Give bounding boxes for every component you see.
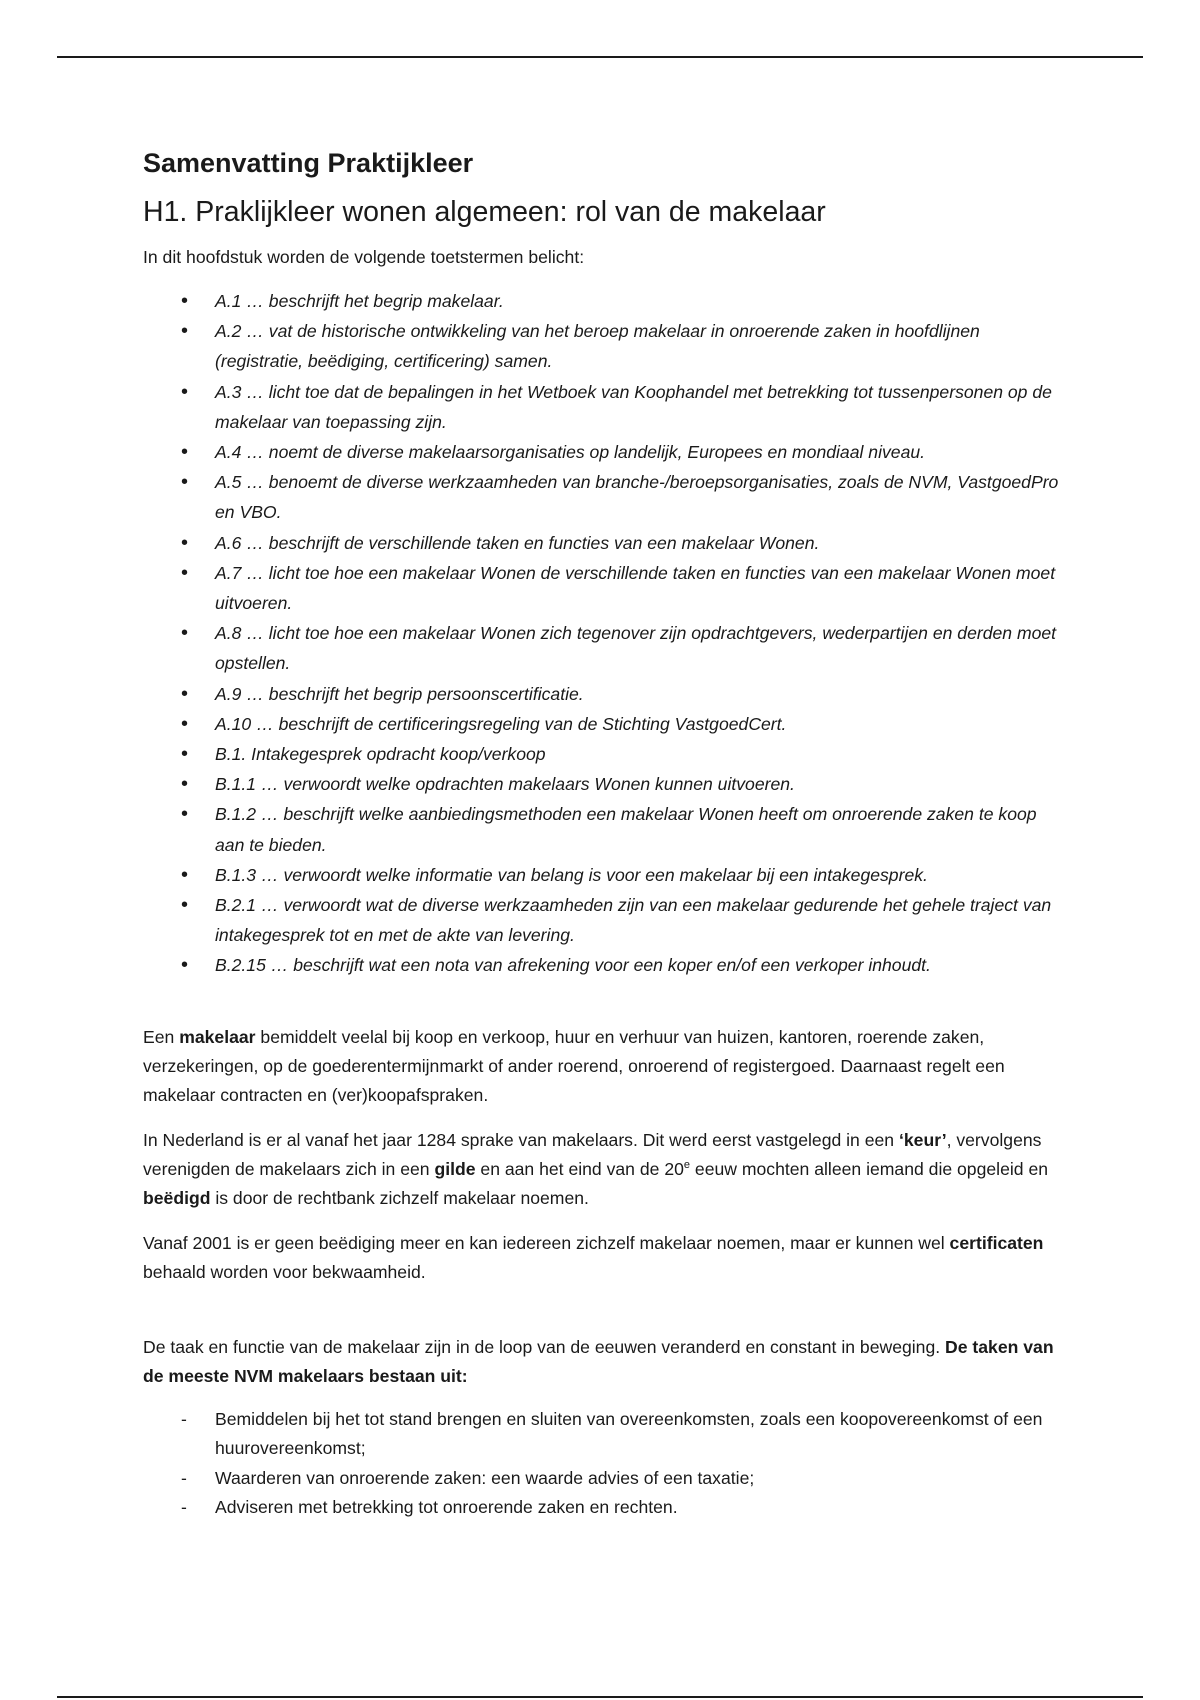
text-run: Vanaf 2001 is er geen beëdiging meer en kan iedereen zichzelf makelaar noemen, maar er kunnen wel (143, 1232, 950, 1253)
exam-terms-list (143, 286, 1063, 981)
list-item: • B.1.1 … verwoordt welke opdrachten makelaars Wonen kunnen uitvoeren. (143, 769, 1063, 799)
bold-term: ‘keur’ (898, 1129, 947, 1150)
text-run: De taak en functie van de makelaar zijn in de loop van de eeuwen veranderd en constant in beweging. (143, 1336, 946, 1357)
text-run: Een (143, 1026, 180, 1047)
list-item: • B.1.3 … verwoordt welke informatie van belang is voor een makelaar bij een intakegesprek. (143, 860, 1063, 890)
list-item: • B.2.15 … beschrijft wat een nota van afrekening voor een koper en/of een verkoper inhoudt. (143, 950, 1063, 980)
list-item: • A.3 … licht toe dat de bepalingen in het Wetboek van Koophandel met betrekking tot tussenpersonen op de makelaar van toepassing zijn. (143, 377, 1063, 437)
text-run: behaald worden voor bekwaamheid. (143, 1261, 426, 1282)
list-item: • A.10 … beschrijft de certificeringsregeling van de Stichting VastgoedCert. (143, 709, 1063, 739)
footer-rule (57, 1696, 1143, 1698)
list-item: • B.1. Intakegesprek opdracht koop/verkoop (143, 739, 1063, 769)
bold-term: certificaten (949, 1232, 1044, 1253)
list-item: • A.5 … benoemt de diverse werkzaamheden van branche-/beroepsorganisaties, zoals de NVM, VastgoedPro en VBO. (143, 467, 1063, 527)
list-item: • A.8 … licht toe hoe een makelaar Wonen zich tegenover zijn opdrachtgevers, wederpartijen en derden moet opstellen. (143, 618, 1063, 678)
list-item: • A.7 … licht toe hoe een makelaar Wonen de verschillende taken en functies van een makelaar Wonen moet uitvoeren. (143, 558, 1063, 618)
list-item: • B.1.2 … beschrijft welke aanbiedingsmethoden een makelaar Wonen heeft om onroerende zaken te koop aan te bieden. (143, 799, 1063, 859)
list-item: - Waarderen van onroerende zaken: een waarde advies of een taxatie; (143, 1464, 1063, 1494)
document-title: Samenvatting Praktijkleer (143, 148, 474, 178)
list-item: • A.2 … vat de historische ontwikkeling van het beroep makelaar in onroerende zaken in hoofdlijnen (registratie, beëdiging, certificering) samen. (143, 316, 1063, 376)
list-item: - Bemiddelen bij het tot stand brengen en sluiten van overeenkomsten, zoals een koopovereenkomst of een huurovereenkomst; (143, 1405, 1063, 1464)
bold-term: makelaar (179, 1026, 256, 1047)
superscript: e (683, 1158, 691, 1171)
paragraph-makelaar-definition (143, 1023, 1063, 1110)
text-run: en aan het eind van de 20 (475, 1158, 684, 1179)
header-rule (57, 56, 1143, 58)
chapter-heading: H1. Praklijkleer wonen algemeen: rol van de makelaar (143, 196, 826, 228)
paragraph-tasks-intro (143, 1333, 1063, 1391)
intro-text: In dit hoofdstuk worden de volgende toetstermen belicht: (143, 247, 585, 267)
tasks-list (143, 1405, 1063, 1523)
paragraph-certification (143, 1229, 1063, 1287)
text-run: In Nederland is er al vanaf het jaar 1284 sprake van makelaars. Dit werd eerst vastgelegd in een (143, 1129, 899, 1150)
list-item: • A.4 … noemt de diverse makelaarsorganisaties op landelijk, Europees en mondiaal niveau. (143, 437, 1063, 467)
text-run: eeuw mochten alleen iemand die opgeleid en (690, 1158, 1049, 1179)
list-item: • A.9 … beschrijft het begrip persoonscertificatie. (143, 679, 1063, 709)
text-run: , vervolgens verenigden de makelaars zich in een (143, 1129, 1042, 1179)
list-item: - Adviseren met betrekking tot onroerende zaken en rechten. (143, 1493, 1063, 1523)
text-run: bemiddelt veelal bij koop en verkoop, huur en verhuur van huizen, kantoren, roerende zaken, verzekeringen, op de goederentermijnmarkt of ander roerend, onroerend of registergoed. Daarnaast regelt een makelaar contracten en (ver)koopafspraken. (143, 1026, 1005, 1105)
bold-term: gilde (434, 1158, 476, 1179)
list-item: • B.2.1 … verwoordt wat de diverse werkzaamheden zijn van een makelaar gedurende het gehele traject van intakegesprek tot en met de akte van levering. (143, 890, 1063, 950)
list-item: • A.1 … beschrijft het begrip makelaar. (143, 286, 1063, 316)
page-content (143, 145, 1063, 1523)
paragraph-history (143, 1126, 1063, 1213)
list-item: • A.6 … beschrijft de verschillende taken en functies van een makelaar Wonen. (143, 528, 1063, 558)
bold-term: De taken van de meeste NVM makelaars bestaan uit: (143, 1336, 1054, 1386)
bold-term: beëdigd (143, 1187, 211, 1208)
text-run: is door de rechtbank zichzelf makelaar noemen. (210, 1187, 589, 1208)
